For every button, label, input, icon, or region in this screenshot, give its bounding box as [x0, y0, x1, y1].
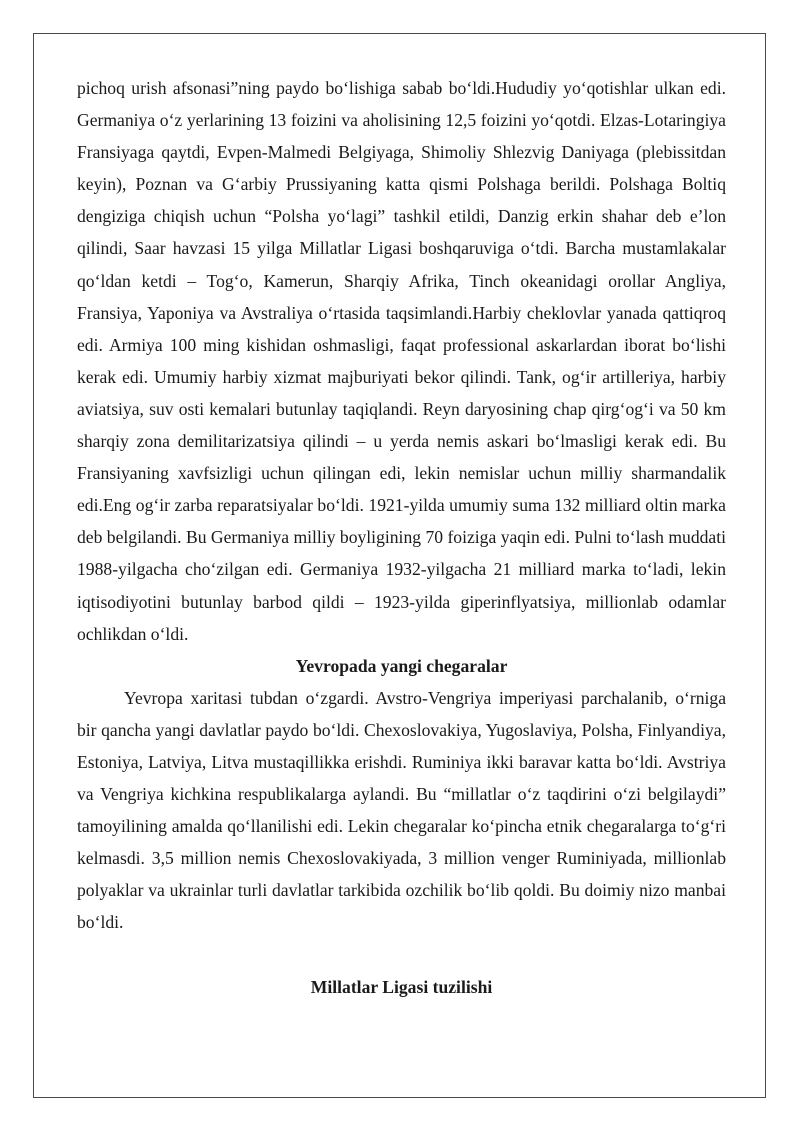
paragraph-new-borders: Yevropa xaritasi tubdan o‘zgardi. Avstro-Vengriya imperiyasi parchalanib, o‘rniga bir qancha yangi davlatlar paydo bo‘ldi. Chexoslovakiya, Yugoslaviya, Polsha, Finlyandiya, Estoniya, Latviya, Litva mustaqillikka erishdi. Ruminiya ikki baravar katta bo‘ldi. Avstriya va Vengriya kichkina respublikalarga aylandi. Bu “millatlar o‘z taqdirini o‘zi belgilaydi” tamoyilining amalda qo‘llanilishi edi. Lekin chegaralar ko‘pincha etnik chegaralarga to‘g‘ri kelmasdi. 3,5 million nemis Chexoslovakiyada, 3 million venger Ruminiyada, millionlab polyaklar va ukrainlar turli davlatlar tarkibida ozchilik bo‘lib qoldi. Bu doimiy nizo manbai bo‘ldi.	[77, 687, 726, 933]
section-heading-league-of-nations: Millatlar Ligasi tuzilishi	[310, 976, 493, 997]
document-body	[77, 72, 726, 1003]
paragraph-territorial-losses: pichoq urish afsonasi”ning paydo bo‘lishiga sabab bo‘ldi.Hududiy yo‘qotishlar ulkan edi. Germaniya o‘z yerlarining 13 foizini va aholisining 12,5 foizini yo‘qotdi. Elzas-Lotaringiya Fransiyaga qaytdi, Evpen-Malmedi Belgiyaga, Shimoliy Shlezvig Daniyaga (plebissitdan keyin), Poznan va G‘arbiy Prussiyaning katta qismi Polshaga berildi. Polshaga Boltiq dengiziga chiqish uchun “Polsha yo‘lagi” tashkil etildi, Danzig erkin shahar deb e’lon qilindi, Saar havzasi 15 yilga Millatlar Ligasi boshqaruviga o‘tdi. Barcha mustamlakalar qo‘ldan ketdi – Tog‘o, Kamerun, Sharqiy Afrika, Tinch okeanidagi orollar Angliya, Fransiya, Yaponiya va Avstraliya o‘rtasida taqsimlandi.Harbiy cheklovlar yanada qattiqroq edi. Armiya 100 ming kishidan oshmasligi, faqat professional askarlardan iborat bo‘lishi kerak edi. Umumiy harbiy xizmat majburiyati bekor qilindi. Tank, og‘ir artilleriya, harbiy aviatsiya, suv osti kemalari butunlay taqiqlandi. Reyn daryosining chap qirg‘og‘i va 50 km sharqiy zona demilitarizatsiya qilindi – u yerda nemis askari bo‘lmasligi kerak edi. Bu Fransiyaning xavfsizligi uchun qilingan edi, lekin nemislar uchun milliy sharmandalik edi.Eng og‘ir zarba reparatsiyalar bo‘ldi. 1921-yilda umumiy suma 132 milliard oltin marka deb belgilandi. Bu Germaniya milliy boyligining 70 foiziga yaqin edi. Pulni to‘lash muddati 1988-yilgacha cho‘zilgan edi. Germaniya 1932-yilgacha 21 milliard marka to‘ladi, lekin iqtisodiyotini butunlay barbod qildi – 1923-yilda giperinflyatsiya, millionlab odamlar ochlikdan o‘ldi.	[77, 78, 726, 644]
blank-line	[77, 939, 726, 971]
section-heading-new-borders: Yevropada yangi chegaralar	[295, 655, 508, 676]
